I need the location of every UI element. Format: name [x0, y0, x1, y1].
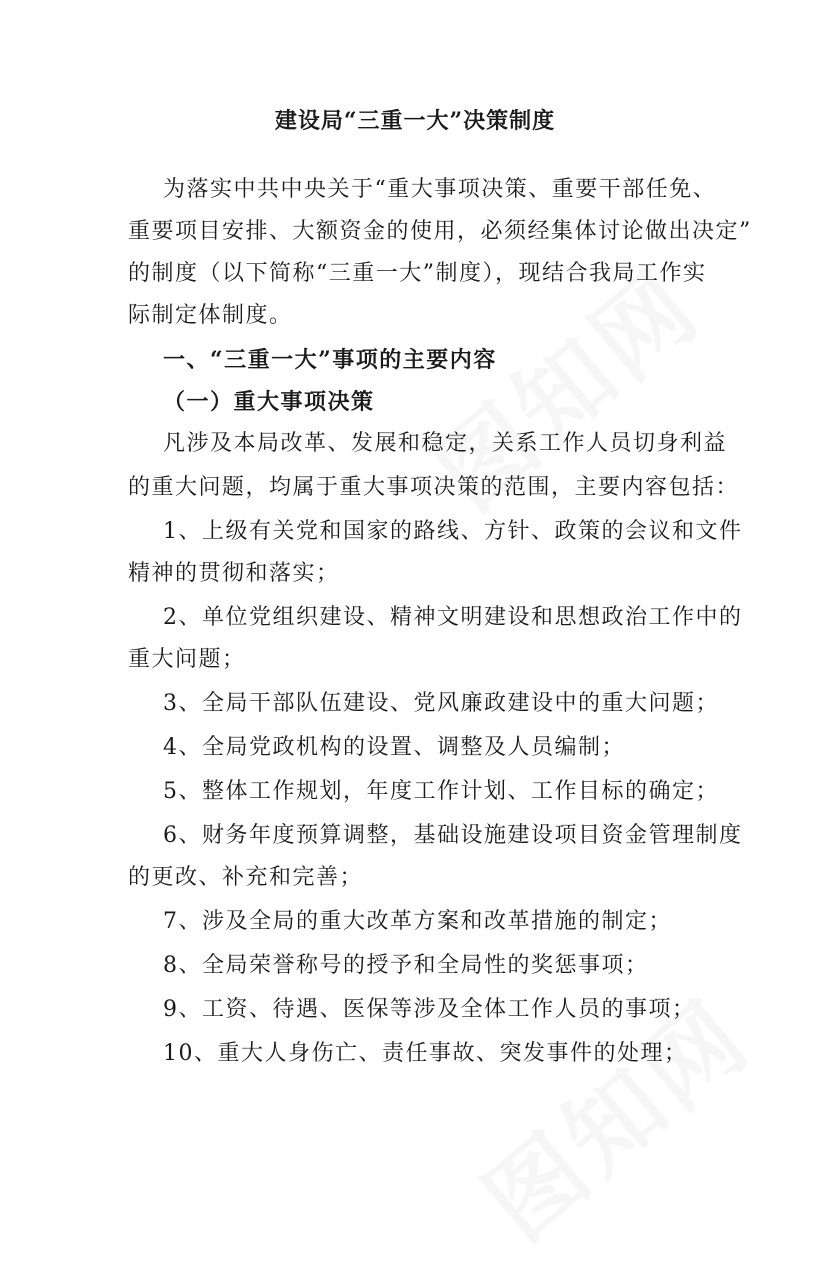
paragraph-line: 的重大问题，均属于重大事项决策的范围，主要内容包括：	[128, 475, 740, 500]
paragraph-line: 为落实中共中央关于“重大事项决策、重要干部任免、	[163, 177, 717, 202]
list-item-line: 7、涉及全局的重大改革方案和改革措施的制定；	[163, 909, 672, 934]
list-item-line: 9、工资、待遇、医保等涉及全体工作人员的事项；	[163, 997, 696, 1022]
list-item-line: 8、全局荣誉称号的授予和全局性的奖惩事项；	[163, 953, 649, 978]
document-title: 建设局“三重一大”决策制度	[274, 108, 556, 134]
list-item-line: 10、重大人身伤亡、责任事故、突发事件的处理；	[163, 1041, 688, 1066]
list-item-line: 6、财务年度预算调整，基础设施建设项目资金管理制度	[163, 823, 743, 848]
list-item-line: 精神的贯彻和落实；	[128, 561, 340, 586]
list-item-line: 4、全局党政机构的设置、调整及人员编制；	[163, 735, 625, 760]
section-heading: 一、“三重一大”事项的主要内容	[163, 347, 497, 373]
list-item-line: 5、整体工作规划，年度工作计划、工作目标的确定；	[163, 779, 719, 804]
paragraph-line: 的制度（以下简称“三重一大”制度），现结合我局工作实	[128, 261, 707, 286]
list-item-line: 重大问题；	[128, 647, 246, 672]
list-item-line: 的更改、补充和完善；	[128, 865, 364, 890]
paragraph-line: 重要项目安排、大额资金的使用，必须经集体讨论做出决定”	[128, 219, 752, 244]
watermark	[452, 994, 748, 1276]
list-item-line: 3、全局干部队伍建设、党风廉政建设中的重大问题；	[163, 691, 719, 716]
paragraph-line: 凡涉及本局改革、发展和稳定，关系工作人员切身利益	[163, 431, 728, 456]
paragraph-line: 际制定体制度。	[128, 303, 293, 328]
subsection-heading: （一）重大事项决策	[163, 389, 375, 415]
list-item-line: 1、上级有关党和国家的路线、方针、政策的会议和文件	[163, 519, 743, 544]
list-item-line: 2、单位党组织建设、精神文明建设和思想政治工作中的	[163, 605, 743, 630]
watermark-text	[452, 994, 748, 1276]
